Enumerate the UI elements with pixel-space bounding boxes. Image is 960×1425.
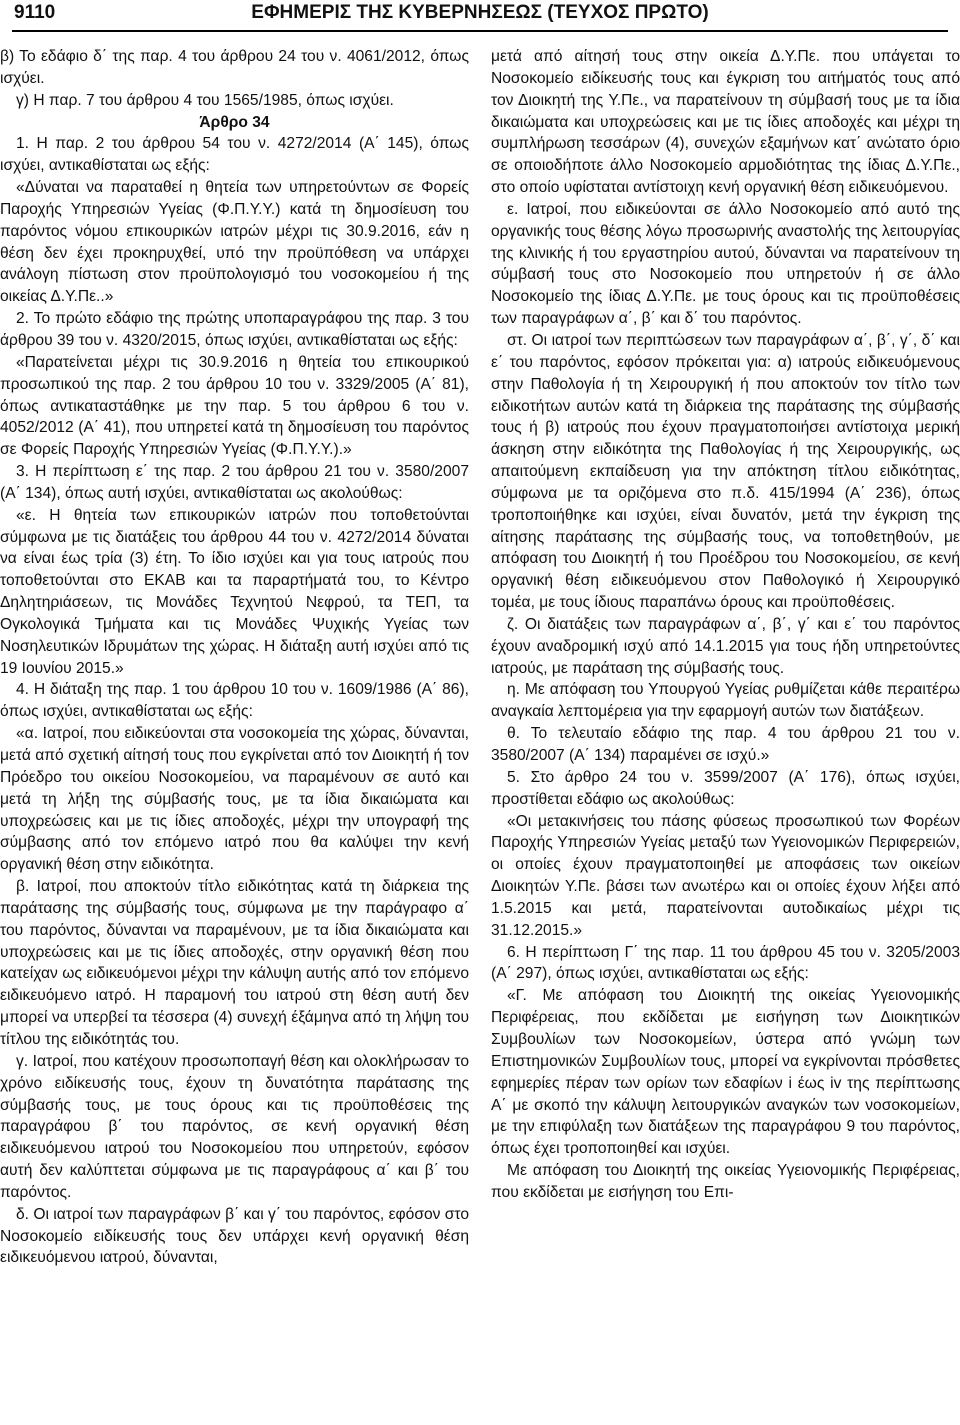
paragraph: ζ. Οι διατάξεις των παραγράφων α΄, β΄, γ΄ και ε΄ του παρόντος έχουν αναδρομική ισχύ από 14.1.2015 για τους ήδη υπηρετούντες ιατρούς, με παράταση της σύμβασής τους. [491, 615, 960, 677]
paragraph: «Παρατείνεται μέχρι τις 30.9.2016 η θητεία του επικουρικού προσωπικού της παρ. 2 του άρθρου 10 του ν. 3329/2005 (Α΄ 81), όπως αντικαταστάθηκε με την παρ. 5 του άρθρου 6 του ν. 4052/2012 (Α΄ 41), που υπηρετεί κατά τη δημοσίευση του παρόντος σε Φορείς Παροχής Υπηρεσιών Υγείας (Φ.Π.Υ.Υ.).» [0, 353, 469, 459]
paragraph: «ε. Η θητεία των επικουρικών ιατρών που τοποθετούνται σύμφωνα με τις διατάξεις του άρθρου 44 του ν. 4272/2014 δύναται να είναι έως τρία (3) έτη. Το ίδιο ισχύει και για τους ιατρούς που τοποθετούνται στο ΕΚΑΒ και τα παραρτήματά του, το Κέντρο Δηλητηριάσεων, τις Μονάδες Τεχνητού Νεφρού, τα ΤΕΠ, τα Ογκολογικά Τμήματα και τις Μονάδες Ψυχικής Υγείας των Νοσηλευτικών Ιδρυμάτων της χώρας. Η διάταξη αυτή ισχύει από τις 19 Ιουνίου 2015.» [0, 506, 469, 677]
paragraph: ε. Ιατροί, που ειδικεύονται σε άλλο Νοσοκομείο από αυτό της οργανικής τους θέσης λόγω προσωρινής αναστολής της λειτουργίας της κλινικής ή του εργαστηρίου αυτού, δύνανται να παρατείνουν τη σύμβασή τους στο Νοσοκομείο που υπηρετούν ή σε άλλο Νοσοκομείο της ίδιας Δ.Υ.Πε. με τους όρους και τις προϋποθέσεις των παραγράφων α΄, β΄ και δ΄ του παρόντος. [491, 200, 960, 328]
paragraph: β. Ιατροί, που αποκτούν τίτλο ειδικότητας κατά τη διάρκεια της παράτασης της σύμβασής τους, σύμφωνα με την παράγραφο α΄ του παρόντος, δύνανται να παραμένουν, με τα ίδια δικαιώματα και υποχρεώσεις και με τις ίδιες αποδοχές, στην οργανική θέση που κατείχαν ως ειδικευόμενοι μέχρι την κάλυψη αυτής από τον επόμενο ειδικευόμενο ιατρό. Η παραμονή του ιατρού στη θέση αυτή δεν μπορεί να υπερβεί τα τέσσερα (4) συνεχή έξάμηνα από τη λήψη του τίτλου της ειδικότητάς του. [0, 878, 469, 1048]
header-rule [12, 30, 948, 32]
paragraph: 3. Η περίπτωση ε΄ της παρ. 2 του άρθρου 21 του ν. 3580/2007 (Α΄ 134), όπως αυτή ισχύει, αντικαθίσταται ως ακολούθως: [0, 463, 469, 502]
paragraph: 2. Το πρώτο εδάφιο της πρώτης υποπαραγράφου της παρ. 3 του άρθρου 39 του ν. 4320/2015, όπως ισχύει, αντικαθίσταται ως εξής: [0, 310, 469, 349]
paragraph: «α. Ιατροί, που ειδικεύονται στα νοσοκομεία της χώρας, δύνανται, μετά από σχετική αίτησή τους που εγκρίνεται από τον Διοικητή ή τον Πρόεδρο του οικείου Νοσοκομείου, να παραμένουν σε αυτό και μετά τη λήξη της σύμβασής τους, με τα ίδια δικαιώματα και υποχρεώσεις και με τις ίδιες αποδοχές, μέχρι την υπογραφή της σύμβασης από τον επόμενο ιατρό που θα καλύψει την κενή οργανική θέση στην ειδικότητα. [0, 725, 469, 874]
paragraph: 5. Στο άρθρο 24 του ν. 3599/2007 (Α΄ 176), όπως ισχύει, προστίθεται εδάφιο ως ακολούθως: [491, 768, 960, 808]
article-heading: Άρθρο 34 [199, 113, 270, 131]
left-column [0, 46, 469, 1269]
page-header [12, 0, 948, 36]
paragraph: μετά από αίτησή τους στην οικεία Δ.Υ.Πε. που υπάγεται το Νοσοκομείο ειδίκευσής τους και έγκριση του αιτήματός τους από τον Διοικητή της Υ.Πε., να παρατείνουν τη σύμβασή τους με τα ίδια δικαιώματα και υποχρεώσεις και με τις ίδιες αποδοχές και μέχρι τη συμπλήρωση τεσσάρων (4), συνεχών εξαμήνων κατ΄ ανώτατο όριο σε οποιοδήποτε άλλο Νοσοκομείο αρμοδιότητας της ίδιας Δ.Υ.Πε., στο οποίο υφίσταται αντίστοιχη κενή οργανική θέση ειδικευόμενου. [491, 48, 960, 197]
paragraph: Με απόφαση του Διοικητή της οικείας Υγειονομικής Περιφέρειας, που εκδίδεται με εισήγηση του Επι- [491, 1162, 960, 1201]
paragraph: β) Το εδάφιο δ΄ της παρ. 4 του άρθρου 24 του ν. 4061/2012, όπως ισχύει. [0, 48, 469, 87]
page-number: 9110 [14, 2, 56, 23]
paragraph: 1. Η παρ. 2 του άρθρου 54 του ν. 4272/2014 (Α΄ 145), όπως ισχύει, αντικαθίσταται ως εξής: [0, 135, 469, 175]
paragraph: «Οι μετακινήσεις του πάσης φύσεως προσωπικού των Φορέων Παροχής Υπηρεσιών Υγείας μεταξύ των Υγειονομικών Περιφερειών, οι οποίες έχουν πραγματοποιηθεί με αποφάσεις των οικείων Διοικητών Υ.Πε. βάσει των ανωτέρω και οι οποίες έχουν λήξει από 1.5.2015 και μετά, παρατείνονται αυτοδικαίως μέχρι τις 31.12.2015.» [491, 812, 960, 939]
paragraph: «Δύναται να παραταθεί η θητεία των υπηρετούντων σε Φορείς Παροχής Υπηρεσιών Υγείας (Φ.Π.Υ.Υ.) κατά τη δημοσίευση του παρόντος νόμου επικουρικών ιατρών μέχρι τις 30.9.2016, εάν η θέση δεν έχει προκηρυχθεί, υπό την προϋπόθεση να υπάρχει ανάλογη πίστωση στον προϋπολογισμό του νοσοκομείου ή της οικείας Δ.Υ.Πε..» [0, 179, 469, 306]
paragraph: 4. Η διάταξη της παρ. 1 του άρθρου 10 του ν. 1609/1986 (Α΄ 86), όπως ισχύει, αντικαθίσταται ως εξής: [0, 681, 469, 721]
paragraph: 6. Η περίπτωση Γ΄ της παρ. 11 του άρθρου 45 του ν. 3205/2003 (Α΄ 297), όπως ισχύει, αντικαθίσταται ως εξής: [491, 943, 960, 983]
paragraph: γ) Η παρ. 7 του άρθρου 4 του 1565/1985, όπως ισχύει. [16, 91, 394, 109]
text-columns [0, 46, 960, 1269]
paragraph: «Γ. Με απόφαση του Διοικητή της οικείας Υγειονομικής Περιφέρειας, που εκδίδεται με εισήγηση των Διοικητικών Συμβουλίων των Νοσοκομείων, ύστερα από γνώμη των Επιστημονικών Συμβουλίων τους, μπορεί να εγκρίνονται πρόσθετες εφημερίες πέραν των ορίων των εδαφίων i έως iv της περίπτωσης Α΄ με σκοπό την κάλυψη λειτουργικών αναγκών των νοσοκομείων, με την επιφύλαξη των διατάξεων της παραγράφου 9 του παρόντος, όπως έχει τροποποιηθεί και ισχύει. [491, 987, 960, 1158]
paragraph: στ. Οι ιατροί των περιπτώσεων των παραγράφων α΄, β΄, γ΄, δ΄ και ε΄ του παρόντος, εφόσον πρόκειται για: α) ιατρούς ειδικευόμενους στην Παθολογία ή τη Χειρουργική ή που αποκτούν τον τίτλο των ειδικοτήτων αυτών κατά τη διάρκεια της παράτασης της σύμβασής τους ή β) ιατρούς που έχουν πραγματοποιήσει αντίστοιχα μερική άσκηση στην ειδικότητα της Παθολογίας ή της Χειρουργικής, ως απαιτούμενη εκπαίδευση για την απόκτηση τίτλου ειδικότητας, σύμφωνα με τα οριζόμενα στο π.δ. 415/1994 (Α΄ 236), όπως τροποποιήθηκε και ισχύει, είναι δυνατόν, μετά την έγκριση της αίτησης παράτασης της σύμβασής τους, να τοποθετηθούν, με απόφαση του Διοικητή ή του Προέδρου του Νοσοκομείου, σε κενή οργανική θέση ειδικευόμενου στον Παθολογικό ή Χειρουργικό τομέα, με τους ίδιους παραπάνω όρους και προϋποθέσεις. [491, 331, 960, 612]
paragraph: δ. Οι ιατροί των παραγράφων β΄ και γ΄ του παρόντος, εφόσον στο Νοσοκομείο ειδίκευσής τους δεν υπάρχει κενή οργανική θέση ειδικευόμενου ιατρού, δύνανται, [0, 1205, 469, 1267]
paragraph: η. Με απόφαση του Υπουργού Υγείας ρυθμίζεται κάθε περαιτέρω αναγκαία λεπτομέρεια για την εφαρμογή αυτών των διατάξεων. [491, 681, 960, 721]
journal-title: ΕΦΗΜΕΡΙΣ ΤΗΣ ΚΥΒΕΡΝΗΣΕΩΣ (ΤΕΥΧΟΣ ΠΡΩΤΟ) [251, 2, 709, 23]
paragraph: γ. Ιατροί, που κατέχουν προσωποπαγή θέση και ολοκλήρωσαν το χρόνο ειδίκευσής τους, έχουν τη δυνατότητα παράτασης της σύμβασής τους, με τους όρους και τις προϋποθέσεις της παραγράφου β΄ του παρόντος, σε κενή οργανική θέση ειδικευόμενου ιατρού του Νοσοκομείου που υπηρετούν, εφόσον αυτή δεν καλύπτεται σύμφωνα με τις παραγράφους α΄ και β΄ του παρόντος. [0, 1052, 469, 1201]
right-column [491, 46, 960, 1269]
paragraph: θ. Το τελευταίο εδάφιο της παρ. 4 του άρθρου 21 του ν. 3580/2007 (Α΄ 134) παραμένει σε ισχύ.» [491, 725, 960, 764]
